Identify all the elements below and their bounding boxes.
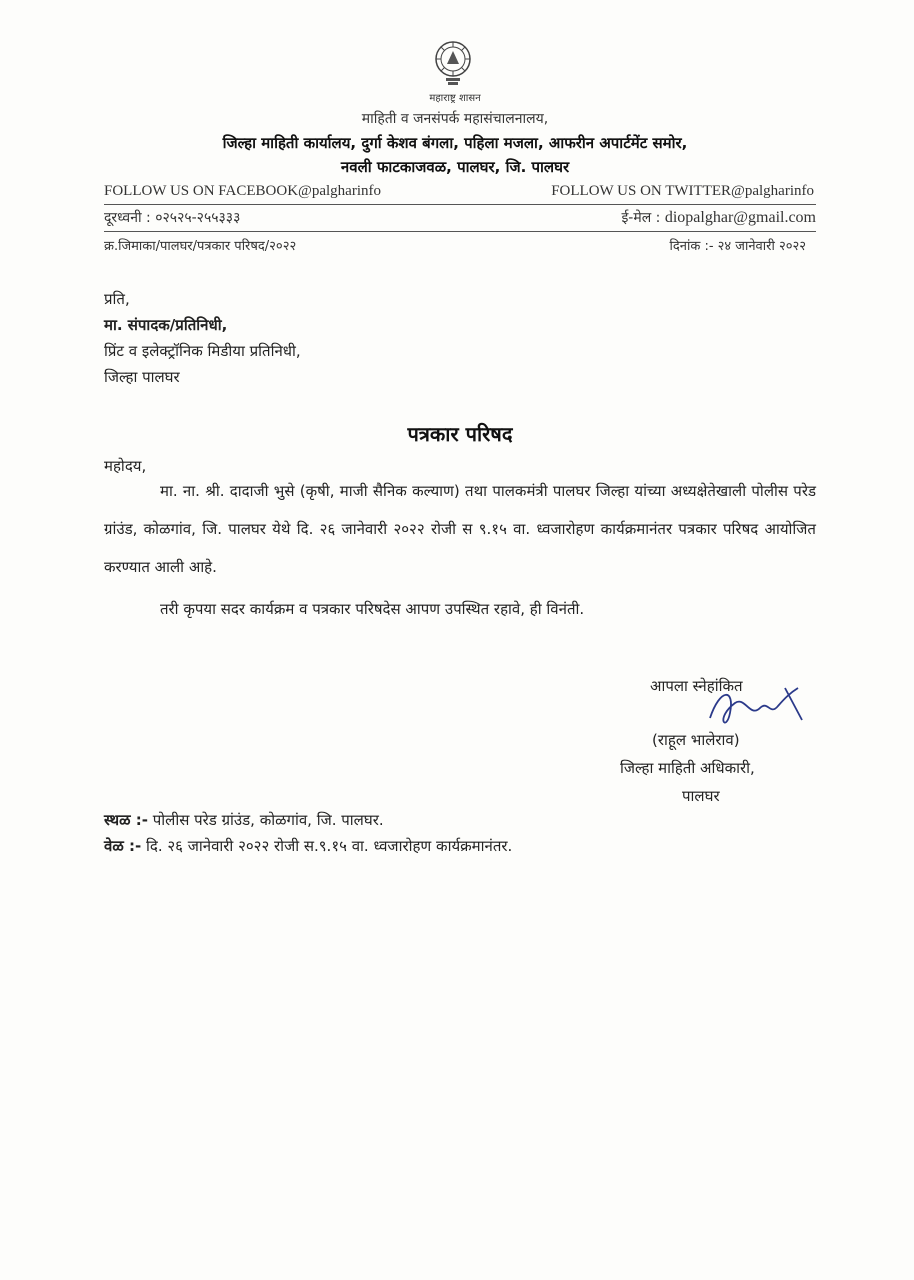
letter-subject: पत्रकार परिषद bbox=[407, 422, 513, 446]
divider bbox=[104, 204, 816, 205]
reference-number: क्र.जिमाका/पालघर/पत्रकार परिषद/२०२२ bbox=[104, 239, 297, 254]
email-line bbox=[621, 208, 816, 227]
signature-closing: आपला स्नेहांकित bbox=[650, 677, 743, 695]
recipient-line1: प्रति, bbox=[104, 290, 130, 308]
email-label: ई-मेल : bbox=[621, 210, 661, 226]
office-address-line2: नवली फाटकाजवळ, पालघर, जि. पालघर bbox=[340, 158, 570, 176]
government-name: महाराष्ट्र शासन bbox=[429, 93, 481, 104]
recipient-line2: मा. संपादक/प्रतिनिधी, bbox=[104, 316, 228, 334]
venue-time-line bbox=[104, 836, 512, 856]
facebook-handle: FOLLOW US ON FACEBOOK@palgharinfo bbox=[104, 183, 381, 199]
venue-time: दि. २६ जानेवारी २०२२ रोजी स.९.१५ वा. ध्वजारोहण कार्यक्रमानंतर. bbox=[145, 837, 513, 855]
venue-time-label: वेळ :- bbox=[104, 837, 142, 855]
maharashtra-seal-icon bbox=[434, 40, 472, 88]
body-paragraph-2: तरी कृपया सदर कार्यक्रम व पत्रकार परिषदेस आपण उपस्थित रहावे, ही विनंती. bbox=[160, 600, 585, 618]
salutation: महोदय, bbox=[104, 457, 147, 475]
twitter-handle: FOLLOW US ON TWITTER@palgharinfo bbox=[551, 183, 814, 199]
recipient-line3: प्रिंट व इलेक्ट्रॉनिक मिडीया प्रतिनिधी, bbox=[104, 342, 301, 360]
email-address: diopalghar@gmail.com bbox=[664, 209, 816, 226]
venue-place-line bbox=[104, 810, 384, 830]
venue-place: पोलीस परेड ग्रांउंड, कोळगांव, जि. पालघर. bbox=[152, 811, 384, 829]
signatory-name: (राहूल भालेराव) bbox=[652, 731, 740, 749]
phone-number: ०२५२५-२५५३३३ bbox=[155, 210, 241, 226]
signatory-place: पालघर bbox=[682, 787, 720, 805]
letter-date: दिनांक :- २४ जानेवारी २०२२ bbox=[669, 239, 806, 254]
department-name: माहिती व जनसंपर्क महासंचालनालय, bbox=[361, 111, 549, 127]
phone-line bbox=[104, 208, 240, 227]
divider bbox=[104, 231, 816, 232]
recipient-line4: जिल्हा पालघर bbox=[104, 368, 180, 386]
phone-label: दूरध्वनी : bbox=[104, 210, 151, 226]
office-address-line1: जिल्हा माहिती कार्यालय, दुर्गा केशव बंगला, पहिला मजला, आफरीन अपार्टमेंट समोर, bbox=[222, 134, 688, 152]
body-paragraph-1: मा. ना. श्री. दादाजी भुसे (कृषी, माजी सैनिक कल्याण) तथा पालकमंत्री पालघर जिल्हा यांच्या अध्यक्षेतेखाली पोलीस परेड ग्रांउंड, कोळगांव, जि. पालघर येथे दि. २६ जानेवारी २०२२ रोजी स ९.१५ वा. ध्वजारोहण कार्यक्रमानंतर पत्रकार परिषद आयोजित करण्यात आली आहे. bbox=[104, 482, 816, 576]
signatory-designation: जिल्हा माहिती अधिकारी, bbox=[620, 759, 755, 777]
venue-place-label: स्थळ :- bbox=[104, 811, 148, 829]
